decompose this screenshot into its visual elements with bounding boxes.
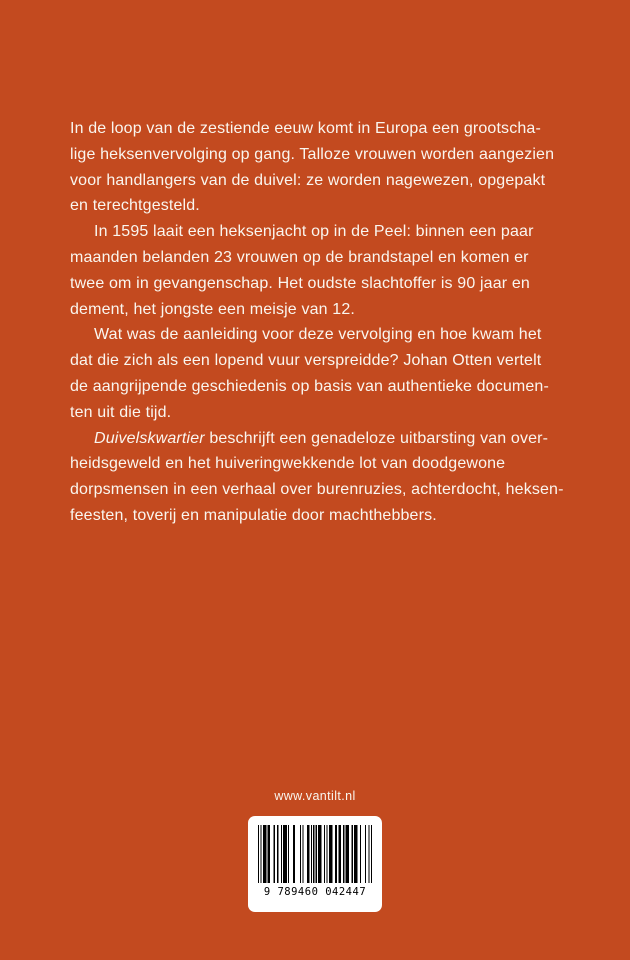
paragraph (70, 219, 580, 322)
book-title-italic: Duivelskwartier (94, 429, 205, 447)
barcode-bars-svg (258, 825, 372, 883)
text-line: twee om in gevangenschap. Het oudste slachtoffer is 90 jaar en (70, 274, 530, 292)
text-line: In de loop van de zestiende eeuw komt in Europa een grootscha- (70, 120, 541, 137)
text-line: dement, het jongste een meisje van 12. (70, 300, 355, 318)
text-line: ten uit die tijd. (70, 403, 172, 421)
synopsis (70, 116, 580, 529)
barcode-number: 9 789460 042447 (263, 886, 367, 898)
paragraph (70, 426, 580, 529)
publisher-website: www.vantilt.nl (274, 789, 356, 803)
text-line: lige heksenvervolging op gang. Talloze vrouwen worden aangezien (70, 145, 555, 163)
text-line: dorpsmensen in een verhaal over burenruzies, achterdocht, heksen- (70, 481, 564, 499)
text-line: dat die zich als een lopend vuur verspreidde? Johan Otten vertelt (70, 352, 542, 370)
text-line: heidsgeweld en het huiveringwekkende lot van doodgewone (70, 455, 506, 473)
paragraph (70, 322, 580, 425)
paragraph (70, 116, 580, 219)
text-line: maanden belanden 23 vrouwen op de brandstapel en komen er (70, 248, 529, 266)
text-line: Wat was de aanleiding voor deze vervolging en hoe kwam het (94, 326, 542, 344)
text-line: voor handlangers van de duivel: ze worden nagewezen, opgepakt (70, 171, 546, 189)
text-line: de aangrijpende geschiedenis op basis van authentieke documen- (70, 377, 549, 395)
text-line: en terechtgesteld. (70, 197, 200, 215)
text-line: feesten, toverij en manipulatie door machthebbers. (70, 506, 437, 524)
text-line: In 1595 laait een heksenjacht op in de Peel: binnen een paar (94, 223, 534, 241)
text-line: Duivelskwartier beschrijft een genadeloze uitbarsting van over- (94, 429, 549, 447)
barcode (248, 816, 382, 912)
